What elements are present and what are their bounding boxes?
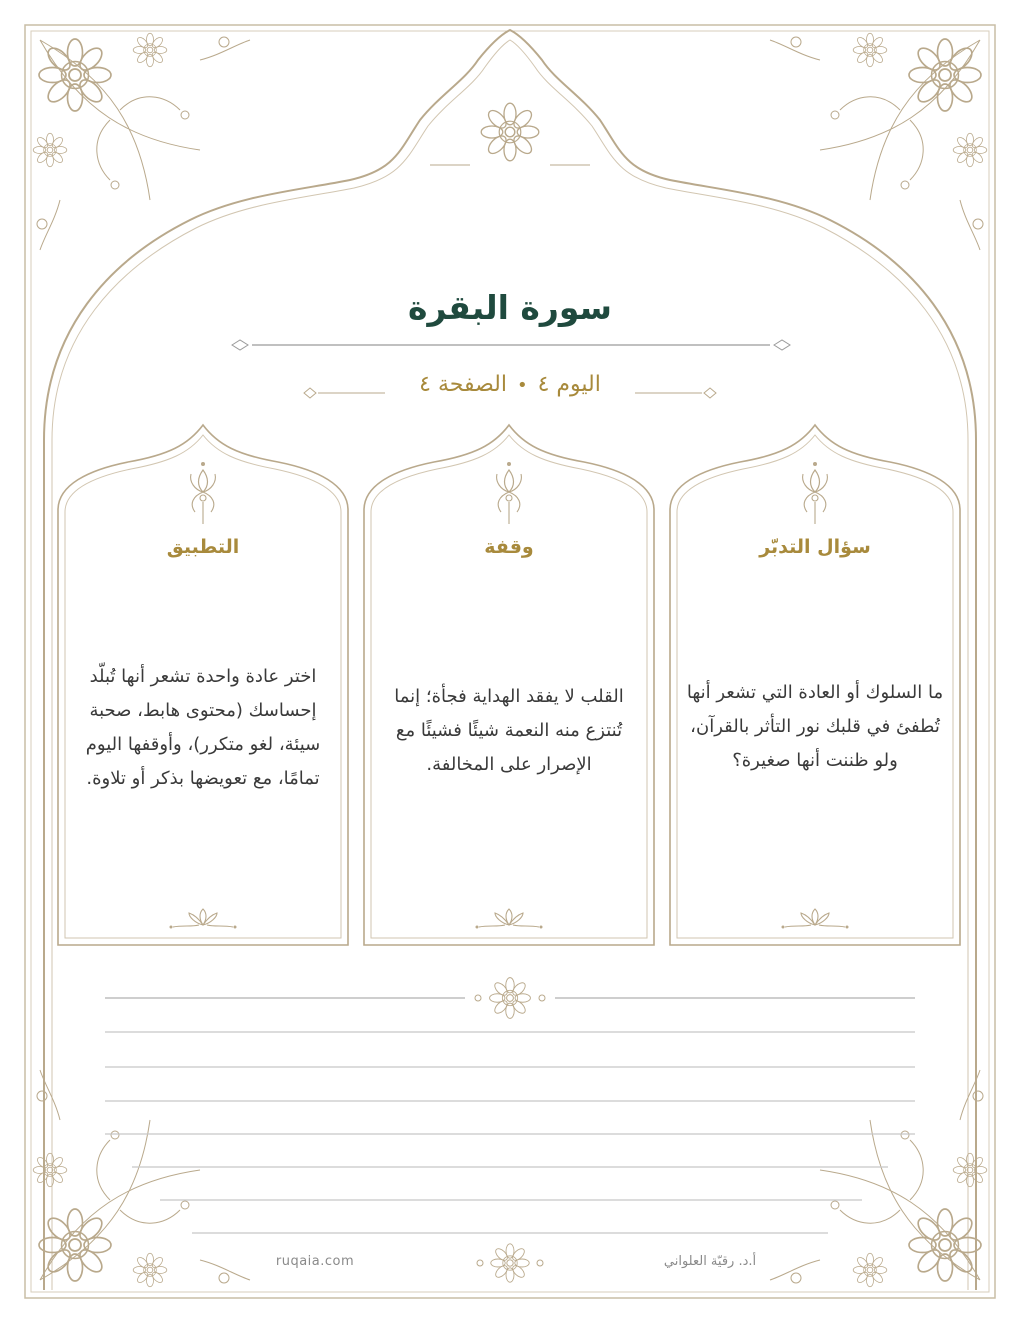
card-body-reflection-question: ما السلوك أو العادة التي تشعر أنها تُطفئ في قلبك نور التأثر بالقرآن، ولو ظننت أنها صغيرة؟ [686, 682, 944, 771]
footer-website[interactable]: ruqaia.com [275, 1254, 355, 1269]
card-title-application: التطبيق [166, 536, 240, 558]
page-title: سورة البقرة [407, 288, 613, 327]
card-title-pause: وقفة [484, 536, 534, 558]
separator-dot: • [516, 375, 528, 396]
card-body-pause: القلب لا يفقد الهداية فجأة؛ إنما تُنتزع منه النعمة شيئًا فشيئًا مع الإصرار على المخالفة. [394, 686, 624, 775]
day-label: اليوم ٤ [537, 372, 601, 397]
day-page-label [385, 372, 635, 397]
card-body-application: اختر عادة واحدة تشعر أنها تُبلّد إحساسك (محتوى هابط، صحبة سيئة، لغو متكرر)، وأوقفها اليوم تمامًا، مع تعويضها بذكر أو تلاوة. [85, 666, 321, 789]
card-title-reflection-question: سؤال التدبّر [759, 536, 871, 558]
footer-author: أ.د. رقيّة العلواني [663, 1254, 757, 1269]
page-label: الصفحة ٤ [419, 372, 507, 397]
